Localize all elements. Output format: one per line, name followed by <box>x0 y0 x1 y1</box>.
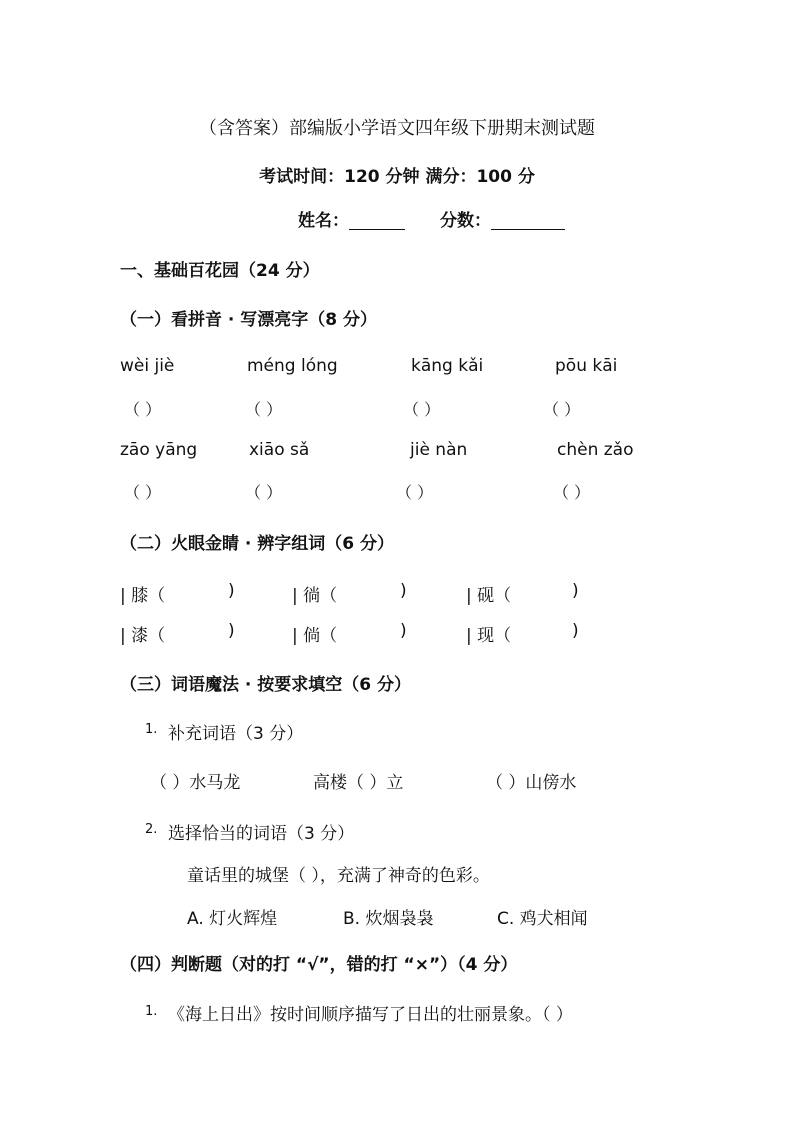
pinyin-5: zāo yāng <box>120 440 198 460</box>
part4-title: （四）判断题（对的打 “√”，错的打 “×”）（4 分） <box>120 955 518 975</box>
name-field[interactable] <box>298 206 405 231</box>
char-close-4: ) <box>228 621 235 641</box>
pinyin-2: méng lóng <box>247 356 338 376</box>
answer-blank-3[interactable]: （ ） <box>403 400 441 419</box>
char-close-2: ) <box>400 581 407 601</box>
char-close-6: ) <box>572 621 579 641</box>
judge-q1-text: 《海上日出》按时间顺序描写了日出的壮丽景象。（ ） <box>168 1005 573 1025</box>
char-close-5: ) <box>400 621 407 641</box>
name-blank[interactable] <box>349 211 405 230</box>
page-title: （含答案）部编版小学语文四年级下册期末测试题 <box>199 118 595 139</box>
section1-title: 一、基础百花园（24 分） <box>120 261 320 281</box>
score-blank[interactable] <box>491 211 565 230</box>
option-b: B. 炊烟袅袅 <box>343 909 434 929</box>
answer-blank-5[interactable]: （ ） <box>124 483 162 502</box>
idiom-2: 高楼（ ）立 <box>313 773 404 793</box>
part2-title: （二）火眼金睛 · 辨字组词（6 分） <box>120 534 395 554</box>
part3-title: （三）词语魔法 · 按要求填空（6 分） <box>120 675 412 695</box>
q2-number: 2. <box>145 822 158 837</box>
idiom-3: （ ）山傍水 <box>486 773 577 793</box>
answer-blank-6[interactable]: （ ） <box>245 483 283 502</box>
char-item-4: | 漆（ <box>120 626 166 646</box>
idiom-1: （ ）水马龙 <box>150 773 241 793</box>
pinyin-1: wèi jiè <box>120 356 175 376</box>
option-a: A. 灯火辉煌 <box>187 909 278 929</box>
answer-blank-8[interactable]: （ ） <box>553 483 591 502</box>
char-close-1: ) <box>228 581 235 601</box>
char-item-5: | 倘（ <box>292 626 338 646</box>
pinyin-3: kāng kǎi <box>411 356 484 376</box>
answer-blank-4[interactable]: （ ） <box>543 400 581 419</box>
char-close-3: ) <box>572 581 579 601</box>
char-item-2: | 徜（ <box>292 586 338 606</box>
q1-label: 补充词语（3 分） <box>168 724 304 744</box>
char-item-1: | 膝（ <box>120 586 166 606</box>
judge-q1-number: 1. <box>145 1004 158 1019</box>
pinyin-7: jiè nàn <box>410 440 468 460</box>
name-label: 姓名： <box>298 211 349 231</box>
answer-blank-2[interactable]: （ ） <box>245 400 283 419</box>
pinyin-6: xiāo sǎ <box>249 440 310 460</box>
score-field[interactable] <box>440 206 565 231</box>
char-item-6: | 现（ <box>466 626 512 646</box>
q1-number: 1. <box>145 722 158 737</box>
q2-label: 选择恰当的词语（3 分） <box>168 824 355 844</box>
exam-info: 考试时间：120 分钟 满分：100 分 <box>259 167 535 187</box>
part1-title: （一）看拼音 · 写漂亮字（8 分） <box>120 310 378 330</box>
score-label: 分数： <box>440 211 491 231</box>
char-item-3: | 砚（ <box>466 586 512 606</box>
answer-blank-1[interactable]: （ ） <box>124 400 162 419</box>
pinyin-4: pōu kāi <box>555 356 618 376</box>
pinyin-8: chèn zǎo <box>557 440 634 460</box>
q2-sentence: 童话里的城堡（ ），充满了神奇的色彩。 <box>187 866 490 886</box>
answer-blank-7[interactable]: （ ） <box>396 483 434 502</box>
option-c: C. 鸡犬相闻 <box>497 909 588 929</box>
